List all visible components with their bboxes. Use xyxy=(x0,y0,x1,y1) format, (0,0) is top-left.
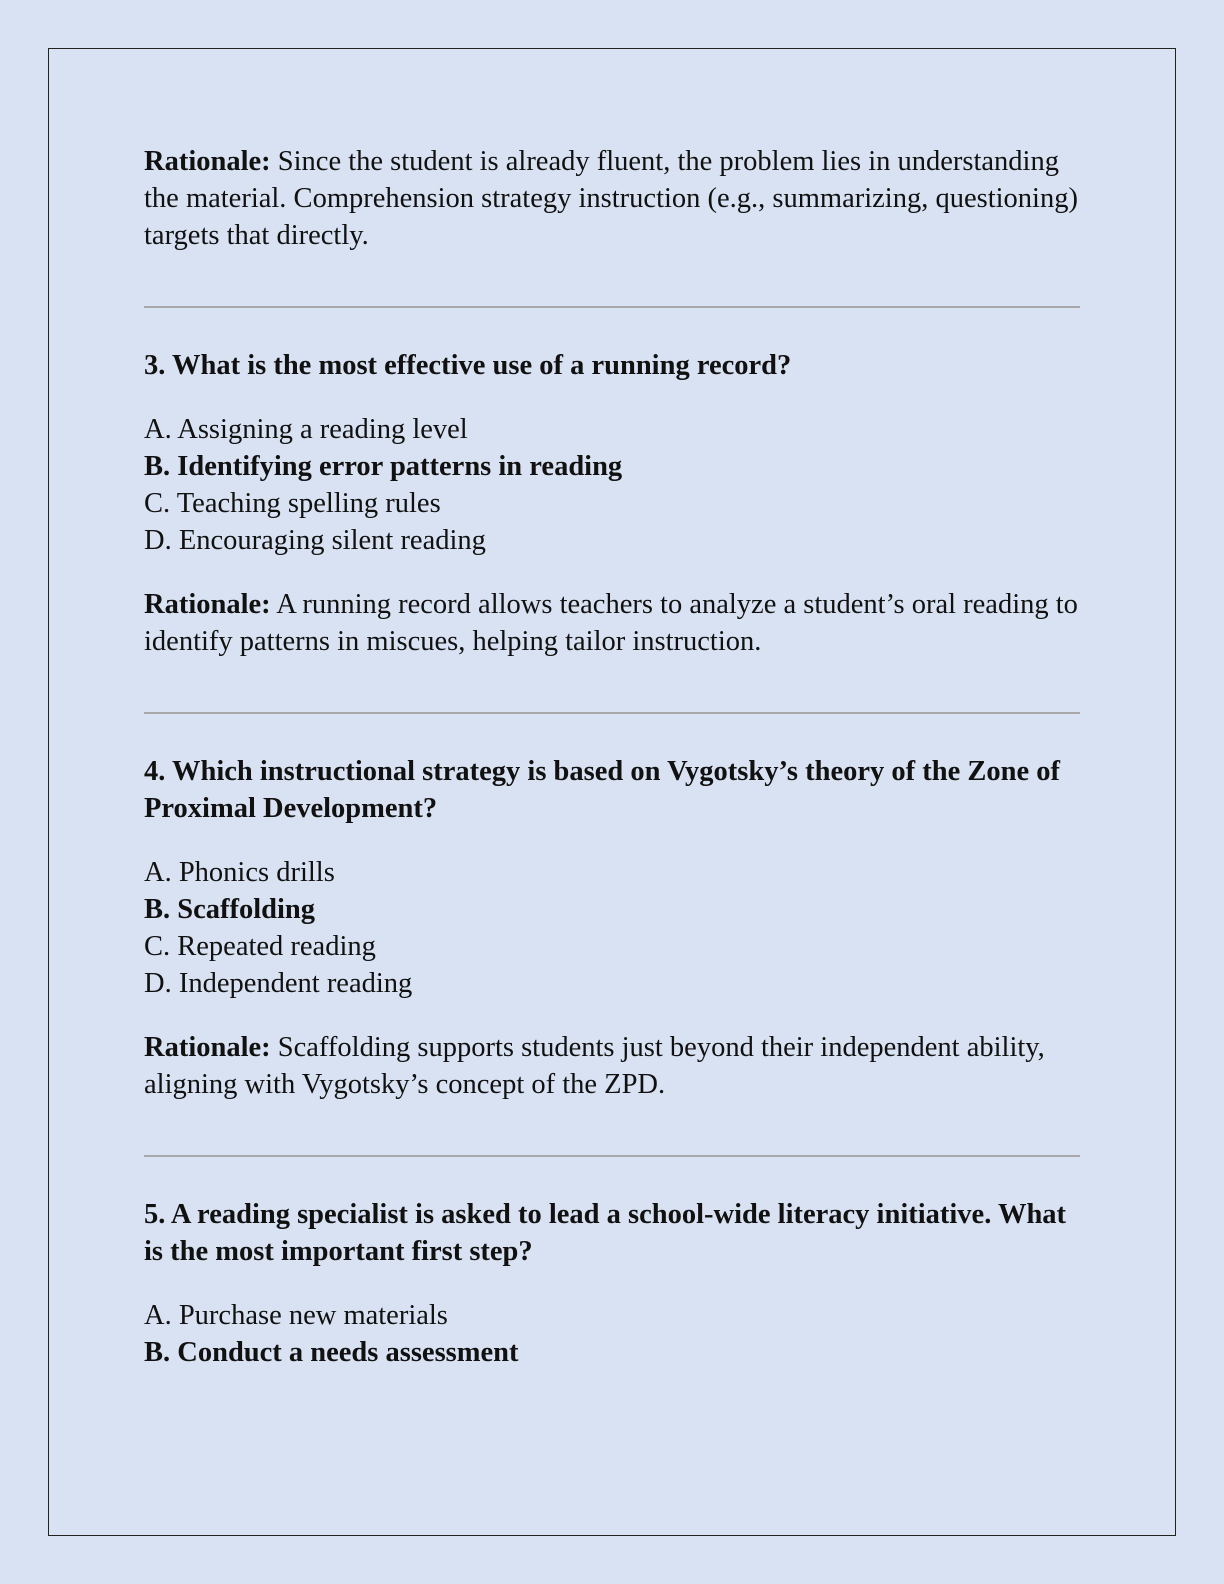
rationale-q2 xyxy=(144,143,1080,254)
options-q3 xyxy=(144,411,1080,559)
option-4b-correct: B. Scaffolding xyxy=(144,894,316,925)
rationale-label: Rationale: xyxy=(144,1032,271,1063)
question-5: 5. A reading specialist is asked to lead a school-wide literacy initiative. What is the most important first step? xyxy=(144,1199,1067,1267)
document-content xyxy=(144,143,1080,1371)
option-3d: D. Encouraging silent reading xyxy=(144,525,486,556)
options-q5 xyxy=(144,1297,1080,1371)
rationale-text: Since the student is already fluent, the problem lies in understanding the material. Comprehension strategy instruction (e.g., summarizing, questioning) targets that directly. xyxy=(144,146,1078,251)
rationale-q4 xyxy=(144,1029,1080,1103)
question-4: 4. Which instructional strategy is based on Vygotsky’s theory of the Zone of Proximal Development? xyxy=(144,756,1061,824)
option-4c: C. Repeated reading xyxy=(144,931,376,962)
option-3b-correct: B. Identifying error patterns in reading xyxy=(144,451,623,482)
option-4d: D. Independent reading xyxy=(144,968,413,999)
options-q4 xyxy=(144,854,1080,1002)
rationale-text: A running record allows teachers to analyze a student’s oral reading to identify patterns in miscues, helping tailor instruction. xyxy=(144,589,1078,657)
rationale-q3 xyxy=(144,586,1080,660)
question-3: 3. What is the most effective use of a running record? xyxy=(144,350,792,381)
option-5b-correct: B. Conduct a needs assessment xyxy=(144,1337,519,1368)
rationale-text: Scaffolding supports students just beyond their independent ability, aligning with Vygotsky’s concept of the ZPD. xyxy=(144,1032,1045,1100)
option-5a: A. Purchase new materials xyxy=(144,1300,448,1331)
rationale-label: Rationale: xyxy=(144,146,271,177)
option-3c: C. Teaching spelling rules xyxy=(144,488,441,519)
rationale-label: Rationale: xyxy=(144,589,271,620)
option-4a: A. Phonics drills xyxy=(144,857,335,888)
option-3a: A. Assigning a reading level xyxy=(144,414,468,445)
